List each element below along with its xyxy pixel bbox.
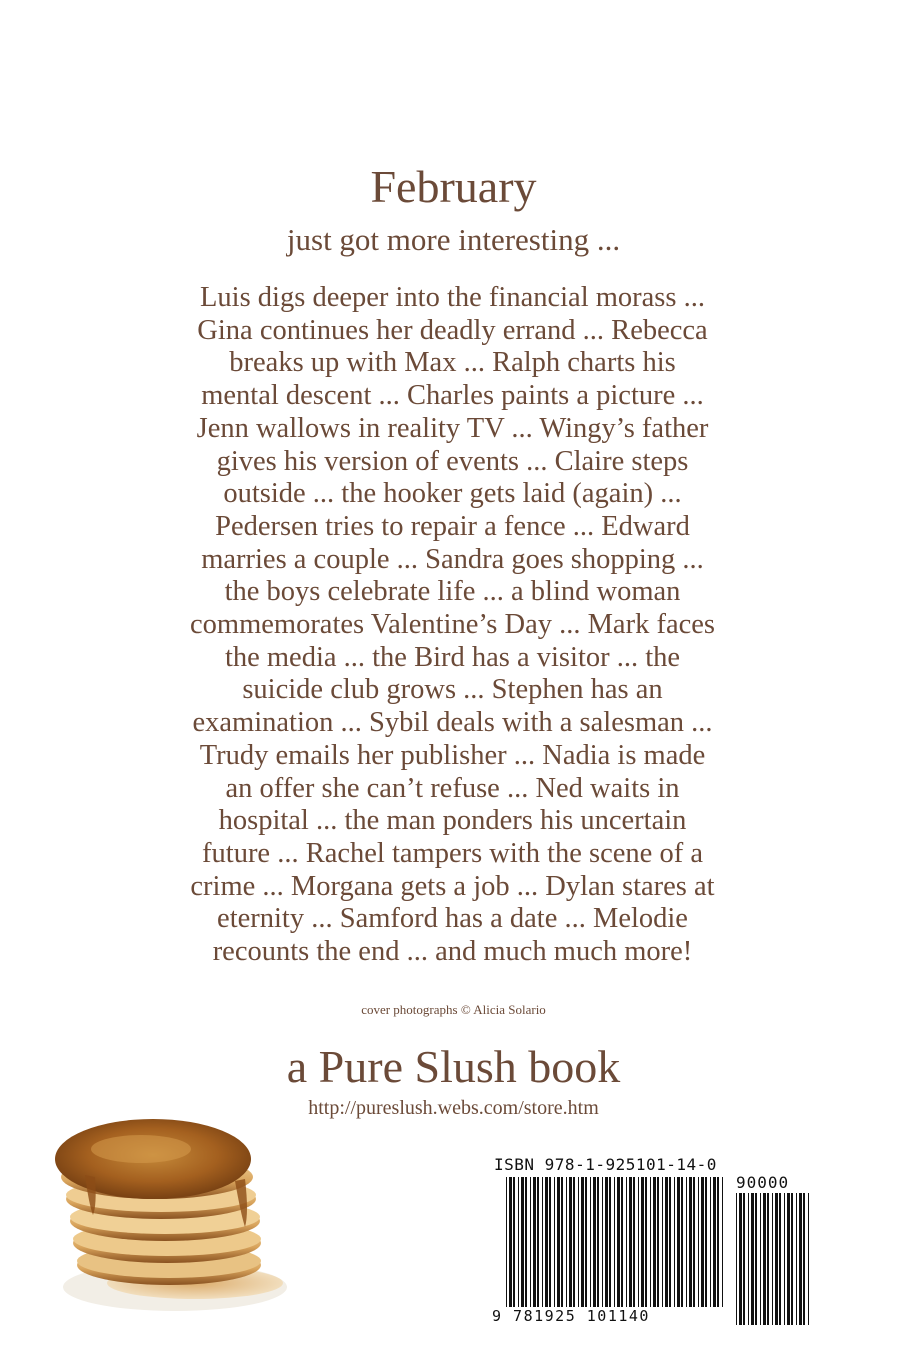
barcode-bar <box>799 1193 802 1325</box>
barcode-bar <box>633 1177 635 1307</box>
isbn-barcode <box>488 1155 818 1335</box>
blurb-line: suicide club grows ... Stephen has an <box>242 674 663 706</box>
barcode-bar <box>779 1193 781 1325</box>
blurb-line: Gina continues her deadly errand ... Rebecca <box>197 314 708 346</box>
isbn-label: ISBN 978-1-925101-14-0 <box>494 1155 717 1174</box>
barcode-bar <box>509 1177 512 1307</box>
blurb-line: breaks up with Max ... Ralph charts his <box>229 347 676 379</box>
barcode-bar <box>641 1177 644 1307</box>
barcode-bar <box>693 1177 695 1307</box>
barcode-bar <box>705 1177 707 1307</box>
barcode-bar <box>681 1177 683 1307</box>
barcode-bar <box>736 1193 737 1325</box>
blurb-line: gives his version of events ... Claire steps <box>216 445 689 477</box>
barcode-bar <box>629 1177 632 1307</box>
barcode-bar <box>597 1177 599 1307</box>
publisher-line: a Pure Slush book <box>286 1041 621 1092</box>
barcode-bar <box>784 1193 785 1325</box>
barcode-bar <box>674 1177 675 1307</box>
blurb-line: marries a couple ... Sandra goes shopping ... <box>201 543 704 575</box>
barcode-bar <box>717 1177 719 1307</box>
barcode-bar <box>617 1177 620 1307</box>
barcode-bar <box>669 1177 671 1307</box>
barcode-bar <box>549 1177 551 1307</box>
barcode-bar <box>506 1177 507 1307</box>
barcode-bar <box>578 1177 579 1307</box>
barcode-bar <box>763 1193 766 1325</box>
barcode-bar <box>530 1177 531 1307</box>
blurb-line: mental descent ... Charles paints a picture ... <box>201 380 704 412</box>
barcode-bar <box>521 1177 524 1307</box>
barcode-bar <box>686 1177 687 1307</box>
barcode-bar <box>657 1177 659 1307</box>
barcode-bar <box>772 1193 773 1325</box>
blurb-line: recounts the end ... and much much more! <box>212 936 693 968</box>
barcode-bar <box>518 1177 519 1307</box>
blurb-line: Jenn wallows in reality TV ... Wingy’s father <box>196 412 709 444</box>
barcode-bar <box>803 1193 805 1325</box>
blurb-line: examination ... Sybil deals with a salesman ... <box>192 707 713 739</box>
barcode-bar <box>545 1177 548 1307</box>
barcode-bar <box>677 1177 680 1307</box>
barcode-bar <box>710 1177 711 1307</box>
barcode-bar <box>609 1177 611 1307</box>
barcode-bar <box>713 1177 716 1307</box>
barcode-bar <box>621 1177 623 1307</box>
barcode-bar <box>808 1193 809 1325</box>
blurb-line: eternity ... Samford has a date ... Melodie <box>217 903 688 935</box>
barcode-bar <box>743 1193 745 1325</box>
barcode-bar <box>542 1177 543 1307</box>
barcode-bar <box>573 1177 575 1307</box>
barcode-bar <box>569 1177 572 1307</box>
store-url: http://pureslush.webs.com/store.htm <box>308 1097 599 1119</box>
blurb-line: Pedersen tries to repair a fence ... Edward <box>215 510 690 542</box>
price-code: 90000 <box>736 1173 790 1192</box>
back-cover-subtitle: just got more interesting ... <box>286 222 621 257</box>
barcode-bar <box>722 1177 723 1307</box>
barcode-bar <box>614 1177 615 1307</box>
photo-credit: cover photographs © Alicia Solario <box>361 1002 546 1017</box>
barcode-bar <box>739 1193 742 1325</box>
ean-digits: 9 781925 101140 <box>492 1307 650 1325</box>
barcode-bar <box>701 1177 704 1307</box>
barcode-bar <box>557 1177 560 1307</box>
barcode-bar <box>581 1177 584 1307</box>
barcode-bar <box>665 1177 668 1307</box>
barcode-bar <box>513 1177 515 1307</box>
barcode-bar <box>605 1177 608 1307</box>
barcode-bar <box>748 1193 749 1325</box>
blurb-line: hospital ... the man ponders his uncertain <box>218 805 687 837</box>
blurb-text <box>150 282 755 969</box>
blurb-line: Trudy emails her publisher ... Nadia is made <box>199 739 706 771</box>
barcode-bar <box>775 1193 778 1325</box>
barcode-bar <box>590 1177 591 1307</box>
barcode-bar <box>533 1177 536 1307</box>
barcode-bar <box>791 1193 793 1325</box>
barcode-bar <box>767 1193 769 1325</box>
barcode-bar <box>653 1177 656 1307</box>
barcode-bar <box>593 1177 596 1307</box>
pancake-stack-image <box>45 1115 290 1315</box>
barcode-bar <box>537 1177 539 1307</box>
blurb-line: the boys celebrate life ... a blind woman <box>224 576 681 608</box>
barcode-bar <box>689 1177 692 1307</box>
barcode-bar <box>566 1177 567 1307</box>
barcode-bar <box>755 1193 757 1325</box>
barcode-bar <box>645 1177 647 1307</box>
barcode-bar <box>751 1193 754 1325</box>
barcode-bar <box>650 1177 651 1307</box>
barcode-bar <box>554 1177 555 1307</box>
blurb-line: crime ... Morgana gets a job ... Dylan stares at <box>190 870 715 902</box>
blurb-line: future ... Rachel tampers with the scene of a <box>202 837 703 869</box>
barcode-bar <box>638 1177 639 1307</box>
barcode-bar <box>561 1177 563 1307</box>
blurb-line: an offer she can’t refuse ... Ned waits in <box>225 772 680 804</box>
blurb-line: Luis digs deeper into the financial morass ... <box>200 282 705 313</box>
blurb-line: the media ... the Bird has a visitor ... the <box>224 641 681 673</box>
barcode-bar <box>626 1177 627 1307</box>
barcode-bar <box>585 1177 587 1307</box>
barcode-bar <box>602 1177 603 1307</box>
barcode-bar <box>698 1177 699 1307</box>
blurb-line: outside ... the hooker gets laid (again) ... <box>223 478 682 510</box>
barcode-bar <box>662 1177 663 1307</box>
barcode-bar <box>760 1193 761 1325</box>
barcode-bar <box>525 1177 527 1307</box>
barcode-bar <box>796 1193 797 1325</box>
barcode-bar <box>787 1193 790 1325</box>
back-cover-title: February <box>370 161 537 212</box>
blurb-line: commemorates Valentine’s Day ... Mark faces <box>190 609 715 641</box>
